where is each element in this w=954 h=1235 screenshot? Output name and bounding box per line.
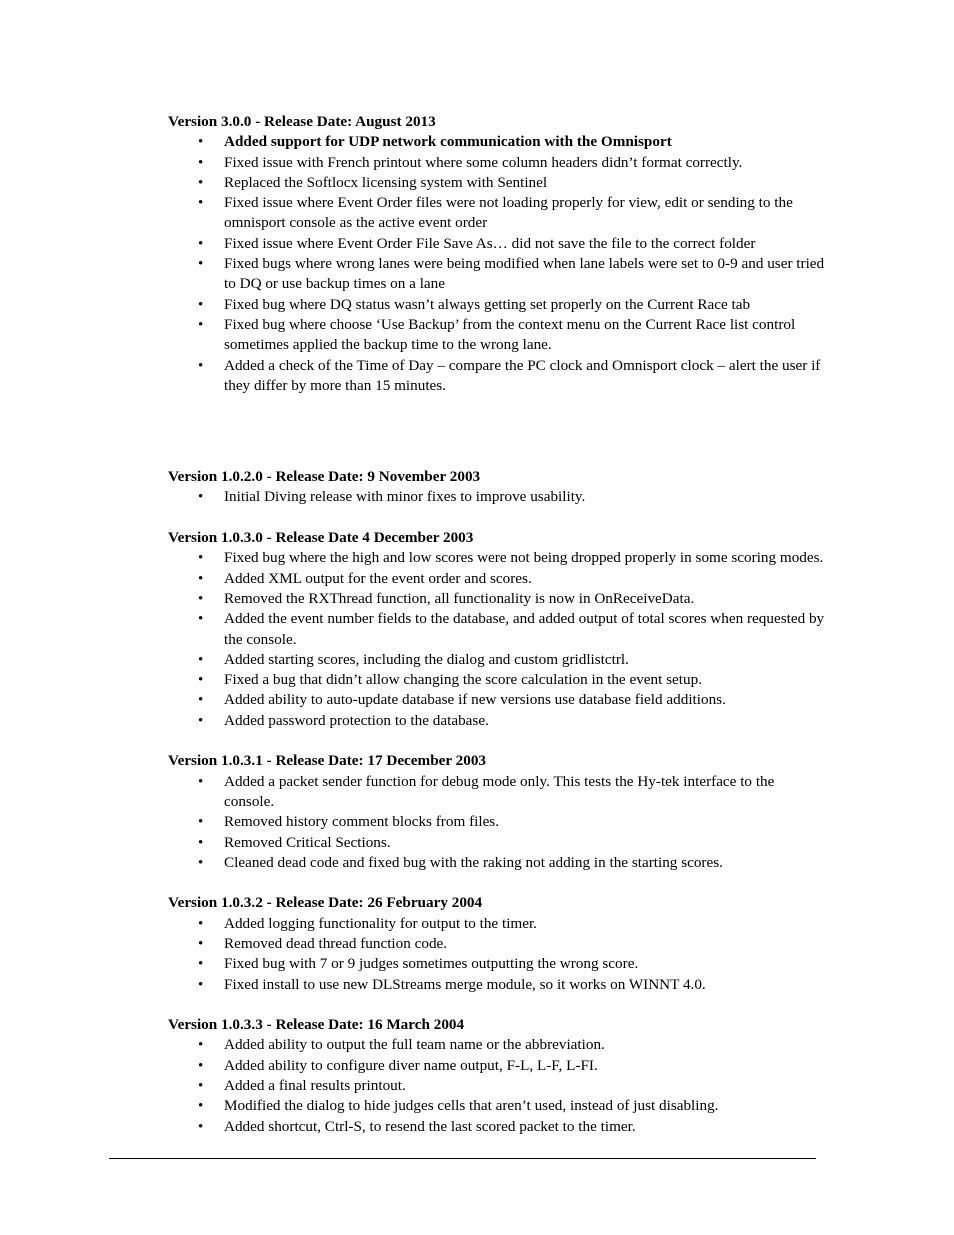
change-list-item <box>168 650 828 670</box>
change-list-item <box>168 934 828 954</box>
change-list-item <box>168 193 828 234</box>
release-section <box>168 751 828 873</box>
change-list-item <box>168 609 828 650</box>
section-spacer <box>168 396 828 467</box>
bullet-icon: • <box>198 672 204 689</box>
bullet-icon: • <box>198 976 204 993</box>
change-list-item <box>168 914 828 934</box>
change-text: Initial Diving release with minor fixes to improve usability. <box>224 488 586 506</box>
change-text: Fixed bugs where wrong lanes were being modified when lane labels were set to 0-9 and user tried to DQ or use backup times on a lane <box>224 255 825 293</box>
bullet-icon: • <box>198 1078 204 1095</box>
change-text: Added a final results printout. <box>224 1077 406 1095</box>
change-list-item <box>168 487 828 507</box>
change-list-item <box>168 690 828 710</box>
bullet-icon: • <box>198 1098 204 1115</box>
change-text: Fixed issue where Event Order files were not loading properly for view, edit or sending to the omnisport console as the active event order <box>224 194 793 232</box>
bullet-icon: • <box>198 174 204 191</box>
change-list-item <box>168 315 828 356</box>
release-section <box>168 1015 828 1137</box>
version-heading: Version 1.0.2.0 - Release Date: 9 November 2003 <box>168 468 481 486</box>
change-text: Added ability to configure diver name output, F-L, L-F, L-FI. <box>224 1056 598 1074</box>
change-list-item <box>168 812 828 832</box>
bullet-icon: • <box>198 590 204 607</box>
change-text: Replaced the Softlocx licensing system with Sentinel <box>224 173 548 191</box>
bullet-icon: • <box>198 154 204 171</box>
change-list <box>168 548 828 731</box>
change-text: Added a check of the Time of Day – compare the PC clock and Omnisport clock – alert the user if they differ by more than 15 minutes. <box>224 356 821 394</box>
section-spacer <box>168 731 828 751</box>
change-text: Added XML output for the event order and scores. <box>224 569 532 587</box>
change-text: Fixed bug where DQ status wasn’t always getting set properly on the Current Race tab <box>224 295 751 313</box>
change-list-item <box>168 954 828 974</box>
change-list-item <box>168 670 828 690</box>
change-text: Fixed issue with French printout where some column headers didn’t format correctly. <box>224 153 743 171</box>
bullet-icon: • <box>198 692 204 709</box>
bullet-icon: • <box>198 316 204 333</box>
version-heading: Version 1.0.3.3 - Release Date: 16 March 2004 <box>168 1016 465 1034</box>
change-list-item <box>168 1117 828 1137</box>
change-text: Fixed a bug that didn’t allow changing the score calculation in the event setup. <box>224 671 702 689</box>
bullet-icon: • <box>198 235 204 252</box>
version-heading: Version 3.0.0 - Release Date: August 2013 <box>168 113 436 130</box>
bullet-icon: • <box>198 134 204 151</box>
change-text: Added logging functionality for output to the timer. <box>224 914 537 932</box>
change-list <box>168 132 828 396</box>
bullet-icon: • <box>198 296 204 313</box>
change-text: Removed Critical Sections. <box>224 833 391 851</box>
change-text: Added a packet sender function for debug mode only. This tests the Hy-tek interface to the console. <box>224 772 775 810</box>
change-list <box>168 772 828 873</box>
change-list <box>168 914 828 995</box>
release-section <box>168 112 828 396</box>
bullet-icon: • <box>198 256 204 273</box>
change-text: Added starting scores, including the dialog and custom gridlistctrl. <box>224 650 629 668</box>
change-list-item <box>168 548 828 568</box>
change-list-item <box>168 234 828 254</box>
bullet-icon: • <box>198 773 204 790</box>
change-text: Cleaned dead code and fixed bug with the raking not adding in the starting scores. <box>224 853 723 871</box>
change-list-item <box>168 132 828 152</box>
bullet-icon: • <box>198 935 204 952</box>
bullet-icon: • <box>198 1057 204 1074</box>
change-list-item <box>168 589 828 609</box>
change-list-item <box>168 153 828 173</box>
change-text: Removed history comment blocks from files. <box>224 813 500 831</box>
change-list-item <box>168 833 828 853</box>
bullet-icon: • <box>198 814 204 831</box>
bullet-icon: • <box>198 570 204 587</box>
bullet-icon: • <box>198 357 204 374</box>
release-section <box>168 893 828 994</box>
release-section <box>168 528 828 731</box>
section-spacer <box>168 508 828 528</box>
change-list-item <box>168 295 828 315</box>
change-list-item <box>168 173 828 193</box>
change-list-item <box>168 1035 828 1055</box>
bullet-icon: • <box>198 712 204 729</box>
change-list <box>168 487 828 507</box>
change-text: Modified the dialog to hide judges cells that aren’t used, instead of just disabling. <box>224 1097 719 1115</box>
bullet-icon: • <box>198 854 204 871</box>
change-list-item <box>168 254 828 295</box>
bullet-icon: • <box>198 651 204 668</box>
footer-rule <box>109 1158 816 1159</box>
bullet-icon: • <box>198 489 204 506</box>
release-section <box>168 467 828 508</box>
change-list-item <box>168 1096 828 1116</box>
bullet-icon: • <box>198 550 204 567</box>
bullet-icon: • <box>198 956 204 973</box>
section-spacer <box>168 873 828 893</box>
bullet-icon: • <box>198 195 204 212</box>
release-notes <box>168 112 828 1137</box>
bullet-icon: • <box>198 1118 204 1135</box>
version-heading: Version 1.0.3.2 - Release Date: 26 February 2004 <box>168 894 483 912</box>
change-list-item <box>168 711 828 731</box>
change-list-item <box>168 853 828 873</box>
change-text: Removed the RXThread function, all functionality is now in OnReceiveData. <box>224 589 695 607</box>
bullet-icon: • <box>198 611 204 628</box>
section-spacer <box>168 995 828 1015</box>
version-heading: Version 1.0.3.1 - Release Date: 17 December 2003 <box>168 752 487 770</box>
change-text: Added password protection to the database. <box>224 711 489 729</box>
change-text: Added ability to auto-update database if new versions use database field additions. <box>224 691 726 709</box>
bullet-icon: • <box>198 1037 204 1054</box>
change-text: Added support for UDP network communication with the Omnisport <box>224 133 672 151</box>
change-text: Fixed bug where the high and low scores were not being dropped properly in some scoring modes. <box>224 549 824 567</box>
change-list-item <box>168 356 828 397</box>
change-list-item <box>168 975 828 995</box>
change-text: Fixed issue where Event Order File Save As… did not save the file to the correct folder <box>224 234 756 252</box>
version-heading: Version 1.0.3.0 - Release Date 4 December 2003 <box>168 529 474 547</box>
change-text: Added ability to output the full team name or the abbreviation. <box>224 1036 605 1054</box>
change-list-item <box>168 772 828 813</box>
change-list-item <box>168 569 828 589</box>
change-text: Added the event number fields to the database, and added output of total scores when requested by the console. <box>224 610 825 648</box>
bullet-icon: • <box>198 915 204 932</box>
change-list-item <box>168 1056 828 1076</box>
change-list-item <box>168 1076 828 1096</box>
change-text: Fixed install to use new DLStreams merge module, so it works on WINNT 4.0. <box>224 975 706 993</box>
change-text: Removed dead thread function code. <box>224 934 448 952</box>
change-text: Fixed bug where choose ‘Use Backup’ from the context menu on the Current Race list control sometimes applied the backup time to the wrong lane. <box>224 315 796 354</box>
change-text: Added shortcut, Ctrl-S, to resend the last scored packet to the timer. <box>224 1117 636 1135</box>
change-text: Fixed bug with 7 or 9 judges sometimes outputting the wrong score. <box>224 955 639 973</box>
change-list <box>168 1035 828 1136</box>
bullet-icon: • <box>198 834 204 851</box>
